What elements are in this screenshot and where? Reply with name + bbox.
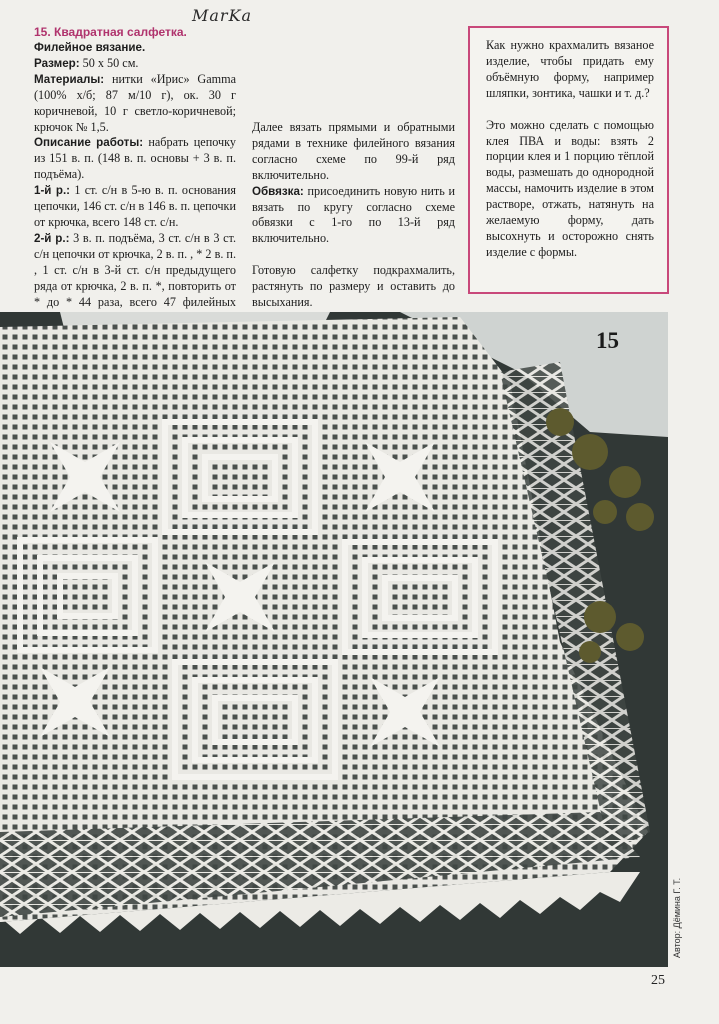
row2-label: 2-й р.: (34, 231, 70, 245)
size-label: Размер: (34, 56, 80, 70)
edging-label: Обвязка: (252, 184, 304, 198)
materials-label: Материалы: (34, 72, 105, 86)
continue-text: Далее вязать прямыми и обратными рядами в технике филейного вязания согласно схеме по 99-й ряд включительно. (252, 120, 455, 182)
description-text: набрать цепочку из 151 в. п. (148 в. п. основы + 3 в. п. подъёма). (34, 135, 236, 182)
author-credit: Автор: Дёмина Г. Т. (672, 877, 682, 958)
page-number: 25 (651, 973, 665, 988)
edging-text: присоединить новую нить и вязать по кругу согласно схеме обвязки с 1-го по 13-й ряд включительно. (252, 183, 456, 246)
row1-text: 1 ст. с/н в 5-ю в. п. основания цепочки, 146 ст. с/н в 146 в. п. цепочки от крючка, всего 148 ст. с/н. (34, 183, 236, 229)
size-value: 50 х 50 см. (82, 55, 139, 70)
materials-text: нитки «Ирис» Gamma (100% х/б; 87 м/10 г), ок. 30 г коричневой, 10 г светло-коричневой; крючок № 1,5. (34, 71, 236, 134)
tip-answer: Это можно сделать с помощью клея ПВА и воды: взять 2 порции клея и 1 порцию тёплой воды, размешать до однородной массы, намочить изделие в этом растворе, отжать, натянуть на желаемую форму, дать высохнуть и осторожно снять изделие с формы. (486, 117, 654, 259)
watermark: MarKa (192, 6, 253, 25)
photo-number: 15 (596, 328, 619, 353)
tip-question: Как нужно крахмалить вязаное изделие, чтобы придать ему объёмную форму, например шляпки, зонтика, чашки и т. д.? (486, 38, 654, 100)
row2-text: 3 в. п. подъёма, 3 ст. с/н в 3 ст. с/н цепочки от крючка, 2 в. п. , * 2 в. п. , 1 ст. с/н в 3-й ст. с/н предыдущего ряда от крючка, 2 в. п. *, повторить от * до * 44 раза, всего 47 филейных (34, 230, 237, 309)
row1-label: 1-й р.: (34, 184, 71, 198)
finish-text: Готовую салфетку подкрахмалить, растянуть по размеру и оставить до высыхания. (252, 263, 455, 310)
doily-photo (0, 312, 668, 967)
article-title: 15. Квадратная салфетка. (34, 25, 187, 39)
description-label: Описание работы: (34, 136, 144, 150)
article-column-2 (252, 24, 455, 311)
tip-box (468, 26, 669, 294)
technique-label: Филейное вязание. (34, 41, 146, 54)
doily-illustration (0, 312, 668, 967)
